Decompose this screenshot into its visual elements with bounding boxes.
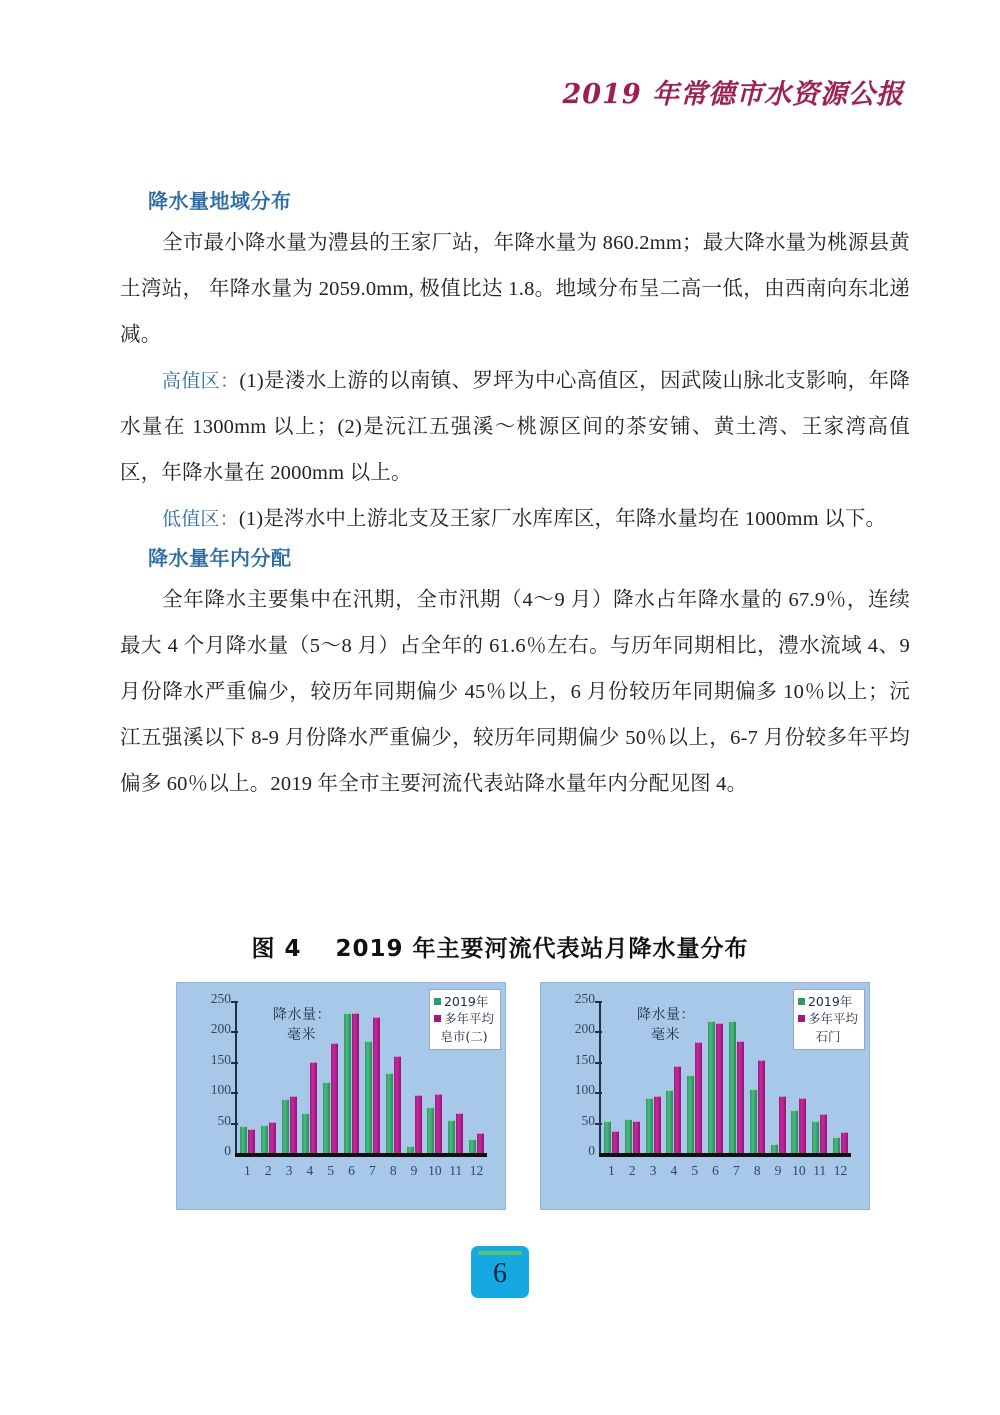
legend-label-average: 多年平均: [443, 1011, 494, 1026]
legend-station-name: 皂市(二): [440, 1029, 488, 1044]
bar-average: [373, 1017, 380, 1153]
axis-title-line2: 毫米: [287, 1027, 316, 1043]
bar-average: [435, 1094, 442, 1153]
bar-y2019: [791, 1110, 798, 1153]
bar-average: [799, 1098, 806, 1153]
bar-group: [282, 1001, 297, 1153]
y-tick-label: 150: [574, 1051, 595, 1067]
chart-x-tick-labels-zaoshi: [237, 1163, 487, 1179]
legend-label-2019: 2019年: [443, 994, 489, 1009]
y-tick-label: 200: [574, 1021, 595, 1037]
bar-average: [820, 1114, 827, 1153]
text-high-value-zone: (1)是溇水上游的以南镇、罗坪为中心高值区，因武陵山脉北支影响，年降水量在 1300mm 以上；(2)是沅江五强溪～桃源区间的茶安铺、黄土湾、王家湾高值区，年降水量在 2000mm 以上。: [120, 370, 910, 484]
bar-group: [646, 1001, 661, 1153]
paragraph-low-value-zone: [120, 496, 910, 542]
bar-group: [625, 1001, 640, 1153]
running-header: 2019 年常德市水资源公报: [562, 79, 904, 110]
x-tick-label: 12: [833, 1163, 848, 1178]
bar-y2019: [469, 1139, 476, 1153]
bar-group: [812, 1001, 827, 1153]
bar-average: [695, 1042, 702, 1153]
legend-station-name: 石门: [815, 1029, 841, 1044]
chart-panel-zaoshi: [176, 982, 506, 1210]
bar-average: [612, 1131, 619, 1153]
bar-average: [758, 1060, 765, 1153]
x-tick-label: 1: [608, 1163, 615, 1178]
bar-y2019: [344, 1013, 351, 1153]
y-tick-label: 100: [574, 1082, 595, 1098]
bar-average: [633, 1121, 640, 1153]
bar-y2019: [427, 1107, 434, 1153]
paragraph-intra-annual-distribution: 全年降水主要集中在汛期，全市汛期（4～9 月）降水占年降水量的 67.9％，连续最大 4 个月降水量（5～8 月）占全年的 61.6％左右。与历年同期相比，澧水流域 4、9 月份降水严重偏少，较历年同期偏少 45％以上，6 月份较历年同期偏多 10％以上；沅江五强溪以下 8-9 月份降水严重偏少，较历年同期偏少 50％以上，6-7 月份较多年平均偏多 60％以上。2019 年全市主要河流代表站降水量年内分配见图 4。: [120, 589, 910, 795]
bar-average: [269, 1122, 276, 1153]
axis-title-line1: 降水量：: [637, 1007, 695, 1023]
x-tick-label: 5: [327, 1163, 335, 1178]
bar-average: [352, 1013, 359, 1153]
bar-y2019: [386, 1073, 393, 1153]
bar-y2019: [833, 1137, 840, 1153]
chart-y-tick-labels-shimen: [545, 991, 595, 1158]
chart-x-tick-labels-shimen: [601, 1163, 851, 1179]
bar-y2019: [604, 1121, 611, 1153]
bar-average: [331, 1043, 338, 1153]
y-tick-label: 0: [588, 1143, 595, 1158]
bar-group: [261, 1001, 276, 1153]
bar-average: [456, 1113, 463, 1153]
chart-bars-shimen: [601, 1001, 851, 1153]
x-tick-label: 2: [628, 1163, 636, 1178]
chart-x-axis-shimen: [599, 1153, 851, 1157]
y-tick-label: 0: [224, 1143, 231, 1158]
y-tick-label: 250: [210, 991, 231, 1006]
bar-average: [394, 1056, 401, 1153]
bar-y2019: [323, 1082, 330, 1153]
x-tick-label: 5: [691, 1163, 699, 1178]
section-heading-intra-annual-distribution: 降水量年内分配: [148, 546, 292, 570]
page-number-badge: [471, 1246, 529, 1298]
chart-bars-zaoshi: [237, 1001, 487, 1153]
y-tick-label: 50: [581, 1112, 595, 1128]
chart-plot-area-shimen: [574, 991, 851, 1178]
x-tick-label: 10: [792, 1163, 806, 1178]
page-number: 6: [493, 1258, 507, 1289]
text-low-value-zone: (1)是涔水中上游北支及王家厂水库库区，年降水量均在 1000mm 以下。: [238, 508, 887, 530]
y-tick-label: 100: [210, 1082, 231, 1098]
legend-label-average: 多年平均: [807, 1011, 858, 1026]
x-tick-label: 12: [469, 1163, 484, 1178]
bar-group: [323, 1001, 338, 1153]
bar-average: [248, 1129, 255, 1153]
axis-title-line2: 毫米: [651, 1027, 680, 1043]
figure-label: 图 4: [251, 936, 302, 962]
chart-y-tick-labels-zaoshi: [181, 991, 231, 1158]
x-tick-label: 9: [774, 1163, 782, 1178]
bar-group: [448, 1001, 463, 1153]
bar-group: [427, 1001, 442, 1153]
x-tick-label: 3: [285, 1163, 293, 1178]
chart-plot-area-zaoshi: [210, 991, 487, 1178]
bar-y2019: [407, 1146, 414, 1153]
bar-y2019: [729, 1021, 736, 1153]
bar-average: [654, 1096, 661, 1153]
bar-group: [469, 1001, 484, 1153]
figure-charts-container: [176, 982, 870, 1210]
bar-group: [708, 1001, 723, 1153]
bar-group: [750, 1001, 765, 1153]
bar-y2019: [666, 1090, 673, 1153]
bar-group: [365, 1001, 380, 1153]
axis-title-line1: 降水量：: [273, 1007, 331, 1023]
bar-y2019: [261, 1125, 268, 1153]
x-tick-label: 7: [369, 1163, 376, 1178]
x-tick-label: 7: [733, 1163, 740, 1178]
bar-group: [833, 1001, 848, 1153]
bar-group: [666, 1001, 681, 1153]
bar-group: [240, 1001, 255, 1153]
bar-y2019: [448, 1120, 455, 1153]
y-tick-label: 50: [217, 1112, 231, 1128]
x-tick-label: 6: [712, 1163, 719, 1178]
bar-group: [771, 1001, 786, 1153]
bar-y2019: [240, 1126, 247, 1153]
y-tick-label: 150: [210, 1051, 231, 1067]
x-tick-label: 4: [670, 1163, 678, 1178]
bar-y2019: [282, 1099, 289, 1153]
x-tick-label: 1: [244, 1163, 251, 1178]
figure-title: 2019 年主要河流代表站月降水量分布: [335, 936, 749, 962]
lead-high-value-zone: 高值区：: [162, 370, 240, 392]
bar-y2019: [812, 1121, 819, 1153]
bar-y2019: [750, 1089, 757, 1153]
bar-y2019: [771, 1144, 778, 1153]
x-tick-label: 11: [813, 1163, 827, 1178]
x-tick-label: 3: [649, 1163, 657, 1178]
section-heading-regional-distribution: 降水量地域分布: [148, 189, 292, 213]
x-tick-label: 6: [348, 1163, 355, 1178]
bar-group: [791, 1001, 806, 1153]
bar-group: [687, 1001, 702, 1153]
bar-group: [344, 1001, 359, 1153]
bar-average: [716, 1023, 723, 1153]
bar-average: [841, 1132, 848, 1153]
bar-average: [737, 1041, 744, 1153]
legend-label-2019: 2019年: [807, 994, 853, 1009]
x-tick-label: 10: [428, 1163, 442, 1178]
bar-group: [407, 1001, 422, 1153]
y-tick-label: 200: [210, 1021, 231, 1037]
bar-average: [415, 1095, 422, 1153]
figure-caption: [0, 930, 1000, 963]
chart-panel-shimen: [540, 982, 870, 1210]
bar-group: [302, 1001, 317, 1153]
lead-low-value-zone: 低值区：: [162, 508, 239, 530]
paragraph-regional-distribution: 全市最小降水量为澧县的王家厂站，年降水量为 860.2mm；最大降水量为桃源县黄土湾站， 年降水量为 2059.0mm, 极值比达 1.8。地域分布呈二高一低，由西南向东北递减。: [120, 232, 910, 346]
bar-average: [310, 1062, 317, 1153]
x-tick-label: 4: [306, 1163, 314, 1178]
x-tick-label: 8: [753, 1163, 761, 1178]
bar-average: [290, 1096, 297, 1153]
bar-y2019: [302, 1113, 309, 1153]
bar-y2019: [646, 1098, 653, 1153]
bar-average: [779, 1096, 786, 1153]
x-tick-label: 9: [410, 1163, 418, 1178]
bar-group: [729, 1001, 744, 1153]
bar-y2019: [708, 1021, 715, 1153]
bar-y2019: [625, 1119, 632, 1153]
bar-group: [604, 1001, 619, 1153]
y-tick-label: 250: [574, 991, 595, 1006]
body-text-column: [120, 185, 910, 807]
bar-average: [674, 1066, 681, 1153]
chart-x-axis-zaoshi: [235, 1153, 487, 1157]
bar-group: [386, 1001, 401, 1153]
bar-y2019: [365, 1041, 372, 1153]
bar-y2019: [687, 1075, 694, 1153]
x-tick-label: 2: [264, 1163, 272, 1178]
paragraph-high-value-zone: [120, 358, 910, 496]
x-tick-label: 11: [449, 1163, 463, 1178]
page-badge-accent-bar: [478, 1251, 522, 1255]
bar-average: [477, 1133, 484, 1153]
x-tick-label: 8: [389, 1163, 397, 1178]
